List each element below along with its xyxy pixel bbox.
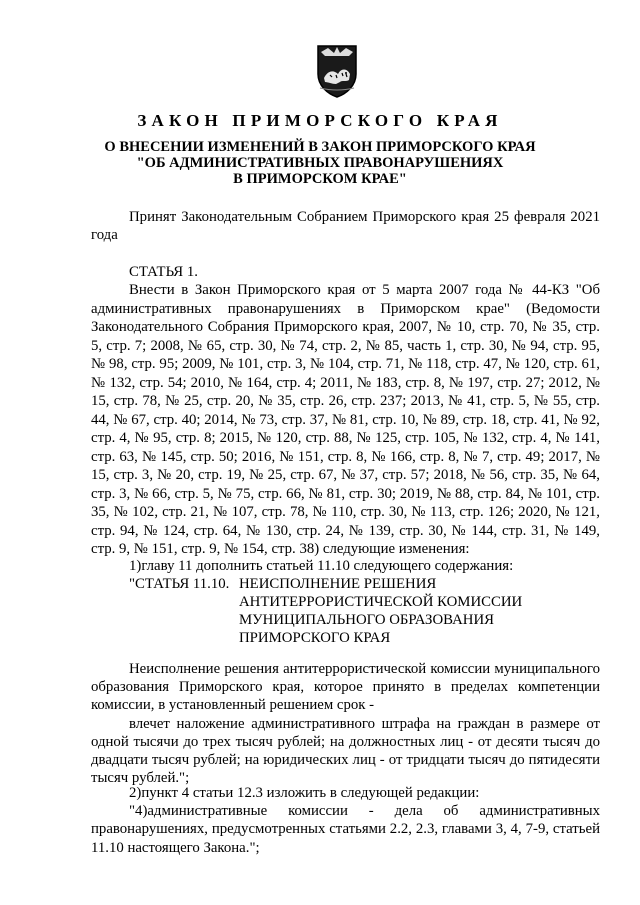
- subtitle-line: О ВНЕСЕНИИ ИЗМЕНЕНИЙ В ЗАКОН ПРИМОРСКОГО КРАЯ: [104, 139, 536, 155]
- amendment-item-2-quote: [91, 802, 600, 857]
- subtitle-line: "ОБ АДМИНИСТРАТИВНЫХ ПРАВОНАРУШЕНИЯХ: [136, 155, 504, 171]
- law-title: ЗАКОН ПРИМОРСКОГО КРАЯ: [137, 111, 503, 130]
- new-article-title-line: АНТИТЕРРОРИСТИЧЕСКОЙ КОМИССИИ: [239, 594, 523, 610]
- new-article-title-line: ПРИМОРСКОГО КРАЯ: [239, 630, 391, 646]
- new-article-title-line: НЕИСПОЛНЕНИЕ РЕШЕНИЯ: [239, 576, 437, 592]
- new-article-title-line: МУНИЦИПАЛЬНОГО ОБРАЗОВАНИЯ: [239, 612, 495, 628]
- new-article-heading: [129, 575, 523, 646]
- new-article-number: "СТАТЬЯ 11.10.: [129, 576, 230, 592]
- amendment-item-1: 1)главу 11 дополнить статьей 11.10 следующего содержания:: [129, 558, 514, 574]
- article-label: СТАТЬЯ 1.: [129, 264, 198, 280]
- sanction-text: [91, 660, 600, 787]
- new-article-title: [239, 575, 579, 647]
- article-intro-text: Внести в Закон Приморского края от 5 марта 2007 года № 44-КЗ "Об административных правонарушениях в Приморском крае" (Ведомости Законодательного Собрания Приморского края, 2007, № 10, стр. 70, № 35, стр. 5, стр. 7; 2008, № 65, стр. 30, № 74, стр. 2, № 85, часть 1, стр. 30, № 94, стр. 95, № 98, стр. 95; 2009, № 101, стр. 3, № 104, стр. 71, № 118, стр. 47, № 120, стр. 61, № 132, стр. 54; 2010, № 164, стр. 4; 2011, № 183, стр. 8, № 197, стр. 27; 2012, № 15, стр. 78, № 25, стр. 20, № 35, стр. 26, стр. 237; 2013, № 41, стр. 5, № 55, стр. 44, № 67, стр. 40; 2014, № 73, стр. 37, № 81, стр. 10, № 89, стр. 18, стр. 41, № 92, стр. 4, № 95, стр. 8; 2015, № 120, стр. 88, № 125, стр. 105, № 132, стр. 4, № 141, стр. 63, № 145, стр. 50; 2016, № 151, стр. 8, № 166, стр. 8, № 7, стр. 49; 2017, № 15, стр. 3, № 20, стр. 19, № 25, стр. 67, № 37, стр. 57; 2018, № 56, стр. 35, № 64, стр. 3, № 66, стр. 5, № 75, стр. 66, № 81, стр. 30; 2019, № 88, стр. 84, № 101, стр. 35, № 102, стр. 21, № 107, стр. 78, № 110, стр. 30, № 113, стр. 126; 2020, № 121, стр. 94, № 124, стр. 64, № 130, стр. 24, № 139, стр. 30, № 144, стр. 31, № 149, стр. 9, № 151, стр. 9, № 154, стр. 38) следующие изменения:: [91, 282, 600, 557]
- coat-of-arms-icon: [316, 44, 358, 98]
- law-subtitle: [0, 139, 640, 187]
- sanction-paragraph: влечет наложение административного штрафа на граждан в размере от одной тысячи до трех тысяч рублей; на должностных лиц - от десяти тысяч до двадцати тысяч рублей; на юридических лиц - от тридцати тысяч до пятидесяти тысяч рублей.";: [91, 715, 600, 787]
- article-intro: [91, 281, 600, 559]
- subtitle-line: В ПРИМОРСКОМ КРАЕ": [233, 171, 407, 187]
- adoption-statement: Принят Законодательным Собранием Приморского края 25 февраля 2021 года: [91, 209, 600, 243]
- sanction-paragraph: Неисполнение решения антитеррористической комиссии муниципального образования Приморского края, которое принято в пределах компетенции комиссии, в установленный решением срок -: [91, 661, 600, 714]
- amendment-quote-text: "4)административные комиссии - дела об административных правонарушениях, предусмотренных статьями 2.2, 2.3, главами 3, 4, 7-9, статьей 11.10 настоящего Закона.";: [91, 803, 600, 856]
- amendment-item-2: 2)пункт 4 статьи 12.3 изложить в следующей редакции:: [129, 785, 480, 801]
